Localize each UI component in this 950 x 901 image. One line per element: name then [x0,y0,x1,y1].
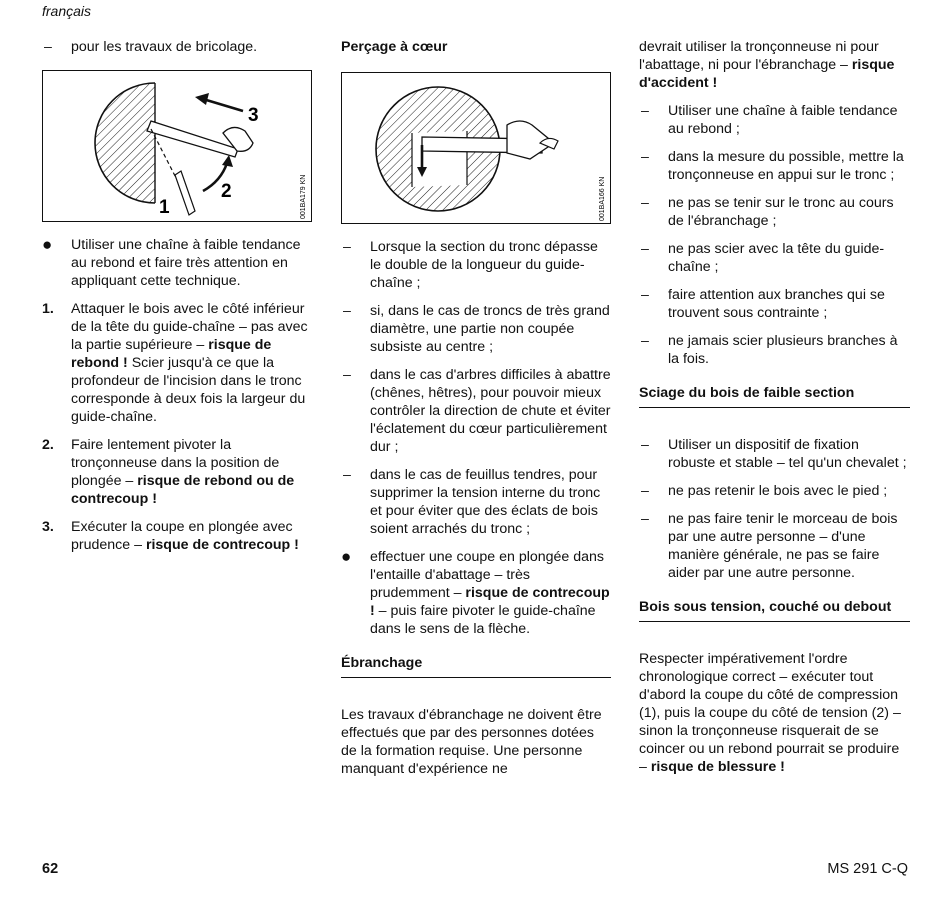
item-text: si, dans le cas de troncs de très grand diamètre, une partie non coupée subsiste au centre ; [370,303,610,355]
section-heading: Ébranchage [341,654,611,678]
figure-ref: 001BA179 KN [300,174,307,219]
warning-text: risque de contrecoup ! [145,537,299,553]
step-number: 3. [42,519,54,535]
step-2 [42,436,312,508]
dash-marker: – [343,303,351,319]
list-item [639,148,910,184]
item-text: Lorsque la section du tronc dépasse le double de la longueur du guide-chaîne ; [370,239,598,291]
warning-text: risque de rebond ! [71,337,272,371]
item-text: dans le cas de feuillus tendres, pour supprimer la tension interne du tronc et pour éviter que des éclats de bois soient arrachés du tronc ; [370,467,601,537]
item-text: dans la mesure du possible, mettre la tronçonneuse en appui sur le tronc ; [668,149,904,183]
item-text: Utiliser une chaîne à faible tendance au rebond et faire très attention en appliquant cette technique. [71,237,301,289]
step-text: Attaquer le bois avec le côté inférieur de la tête du guide-chaîne – pas avec la partie supérieure – [71,301,308,353]
item-text: ne pas faire tenir le morceau de bois par une autre personne – d'une manière générale, ne pas se faire aider par une autre personne. [668,511,898,581]
list-item [639,240,910,276]
list-item [42,38,312,56]
dash-marker: – [641,149,649,165]
plunge-cut-illustration [43,71,313,223]
model-name: MS 291 C-Q [827,861,908,877]
list-item [341,548,611,638]
dash-marker: – [343,367,351,383]
paragraph-text: Respecter impérativement l'ordre chronologique correct – exécuter tout d'abord la coupe du côté de compression (1), puis la coupe du côté de tension (2) – sinon la tronçonneuse risquerait de se coincer ou un rebond pourrait se produire – [639,651,901,775]
section-heading: Bois sous tension, couché ou debout [639,598,910,622]
item-text: ne pas scier avec la tête du guide-chaîne ; [668,241,885,275]
dash-marker: – [641,287,649,303]
dash-marker: – [44,39,52,55]
list-item [639,332,910,368]
list-item [639,510,910,582]
warning-text: risque de contrecoup ! [370,585,610,619]
dash-marker: – [343,239,351,255]
warning-text: risque de blessure ! [650,759,785,775]
item-text: Utiliser une chaîne à faible tendance au rebond ; [668,103,898,137]
bullet-marker: ● [341,547,352,566]
item-text: effectuer une coupe en plongée dans l'entaille d'abattage – très prudemment – [370,549,605,601]
list-item [42,236,312,290]
figure-bore-cut [341,72,611,224]
list-item [639,286,910,322]
dash-marker: – [343,467,351,483]
item-text: Utiliser un dispositif de fixation robuste et stable – tel qu'un chevalet ; [668,437,907,471]
label-2: 2 [221,181,232,202]
figure-ref: 001BA166 KN [599,176,606,221]
section-heading: Perçage à cœur [341,39,448,55]
dash-marker: – [641,333,649,349]
paragraph [639,650,910,776]
step-1 [42,300,312,426]
dash-marker: – [641,103,649,119]
list-item [639,102,910,138]
list-item [341,366,611,456]
item-text: pour les travaux de bricolage. [71,39,258,55]
item-text: – puis faire pivoter le guide-chaîne dans le sens de la flèche. [370,603,596,637]
warning-text: risque de rebond ou de contrecoup ! [71,473,295,507]
item-text: dans le cas d'arbres difficiles à abattre (chênes, hêtres), pour pouvoir mieux contrôler la direction de chute et éviter l'éclatement du cœur particulièrement dur ; [370,367,611,455]
step-text: Faire lentement pivoter la tronçonneuse dans la position de plongée – [71,437,280,489]
page-number: 62 [42,861,59,877]
column-3 [639,38,910,776]
list-item [341,238,611,292]
figure-bottom-cut [42,70,312,222]
item-text: ne jamais scier plusieurs branches à la fois. [668,333,898,367]
list-item [341,466,611,538]
warning-text: risque d'accident ! [639,57,895,91]
dash-marker: – [641,195,649,211]
step-text: Exécuter la coupe en plongée avec prudence – [71,519,293,553]
list-item [639,194,910,230]
bullet-marker: ● [42,235,53,254]
column-1 [42,38,312,564]
step-number: 2. [42,437,54,453]
column-2 [341,38,611,778]
step-number: 1. [42,301,54,317]
item-text: ne pas retenir le bois avec le pied ; [668,483,888,499]
paragraph-text: devrait utiliser la tronçonneuse ni pour l'abattage, ni pour l'ébranchage – [639,39,879,73]
item-text: ne pas se tenir sur le tronc au cours de l'ébranchage ; [668,195,894,229]
dash-marker: – [641,511,649,527]
list-item [639,436,910,472]
dash-marker: – [641,241,649,257]
label-1: 1 [159,197,170,218]
step-3 [42,518,312,554]
item-text: faire attention aux branches qui se trouvent sous contrainte ; [668,287,885,321]
section-heading: Sciage du bois de faible section [639,384,910,408]
step-text: Scier jusqu'à ce que la profondeur de l'incision dans le tronc corresponde à deux fois la largeur du guide-chaîne. [71,355,306,425]
label-3: 3 [248,105,259,126]
dash-marker: – [641,483,649,499]
language-label: français [42,3,92,19]
list-item [341,302,611,356]
paragraph: Les travaux d'ébranchage ne doivent être effectués que par des personnes dotées de la formation requise. Une personne manquant d'expérience ne [341,707,602,777]
dash-marker: – [641,437,649,453]
paragraph [639,38,910,92]
bore-cut-illustration [342,73,612,225]
list-item [639,482,910,500]
